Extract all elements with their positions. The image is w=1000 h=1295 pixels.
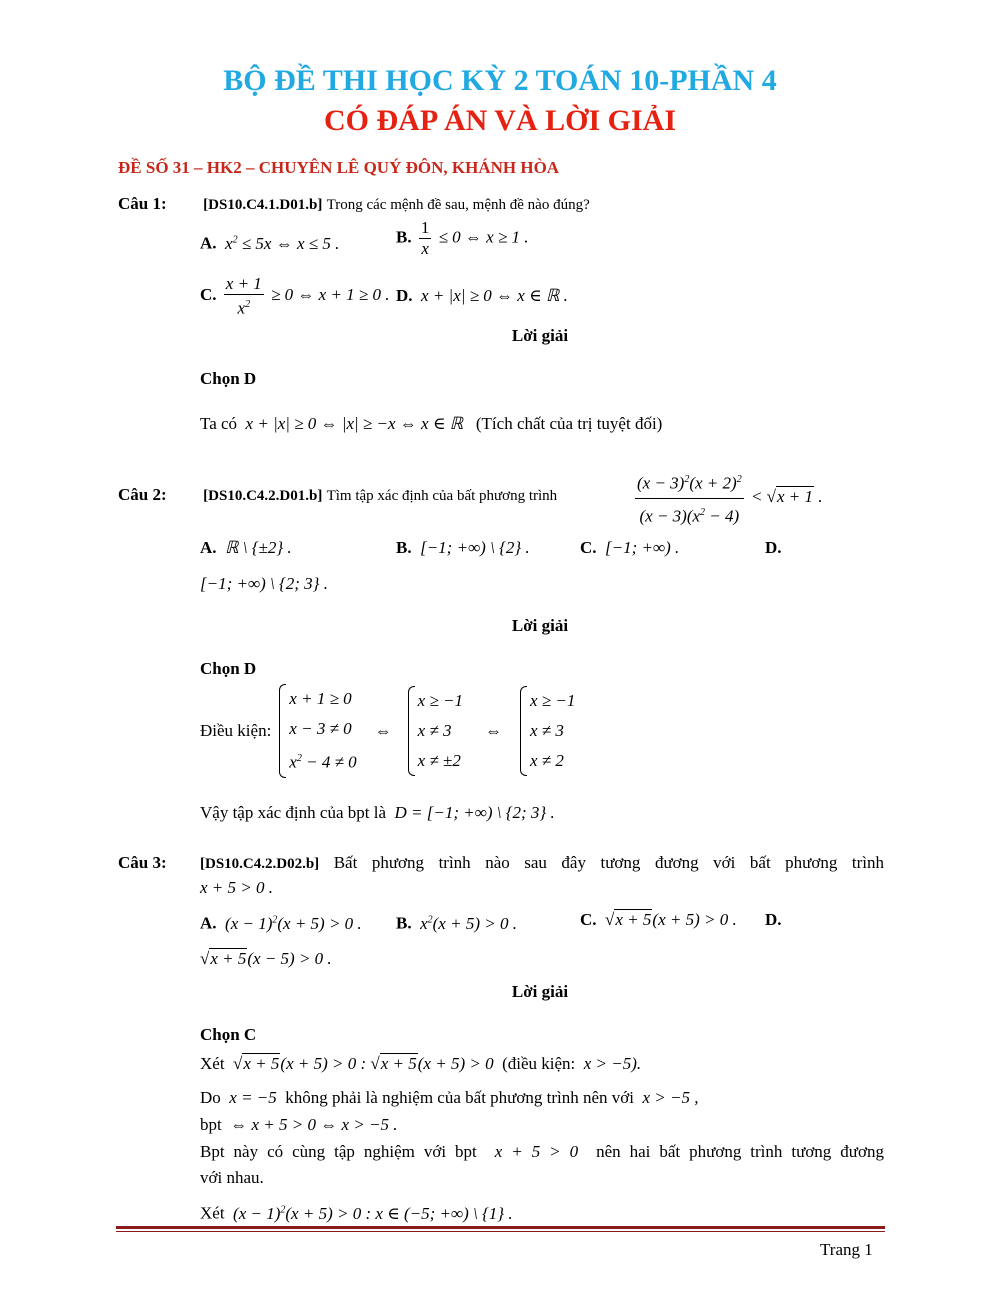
q2-system-1: x + 1 ≥ 0 x − 3 ≠ 0 $x^2 - 4 \ne 0$ xyxy=(277,684,356,778)
q2-option-a-label: A. xyxy=(200,538,217,557)
question-3-label: Câu 3: xyxy=(118,853,167,872)
q3-not-solution-text: không phải là nghiệm của bất phương trình nên với xyxy=(285,1088,634,1107)
q3-option-c-label: C. xyxy=(580,910,597,929)
q2-option-d xyxy=(765,537,782,559)
page-number: Trang 1 xyxy=(820,1240,873,1259)
q2-condition-label: Điều kiện: xyxy=(200,720,272,740)
q1-option-b-label: B. xyxy=(396,227,412,247)
q1-explanation-prefix: Ta có xyxy=(200,414,238,433)
q1-option-a-label: A. xyxy=(200,233,217,253)
q1-answer: Chọn D xyxy=(200,369,257,388)
q3-line-bpt: bpt ⇔ x + 5 > 0 ⇔ x > −5 . xyxy=(200,1115,398,1134)
q2-option-d-value: [−1; +∞) \ {2; 3} . xyxy=(200,574,328,593)
q3-line-xet-2: Xét $(x - 1)^2(x + 5) > 0$ : x ∈ (−5; +∞) \ {1} . xyxy=(200,1203,513,1223)
q2-inequality: $\frac{(x - 3)^2(x + 2)^2}{(x - 3)(x^2 - 4)}$ < √x + 1 . xyxy=(632,466,823,530)
q3-line-do: Do x = −5 không phải là nghiệm của bất phương trình nên với x > −5 , xyxy=(200,1088,699,1107)
q2-option-d-label: D. xyxy=(765,538,782,557)
q1-option-d-label: D. xyxy=(396,286,413,305)
question-2-text: Tìm tập xác định của bất phương trình xyxy=(326,488,558,504)
document-title-line2: CÓ ĐÁP ÁN VÀ LỜI GIẢI xyxy=(324,104,676,137)
question-3-tag: [DS10.C4.2.D02.b] xyxy=(200,856,320,872)
question-1-tag: [DS10.C4.1.D01.b] xyxy=(203,197,323,213)
q3-option-a-label: A. xyxy=(200,913,217,933)
q3-option-a: A. $(x - 1)^2(x + 5) > 0$ . xyxy=(200,913,362,933)
question-2-header xyxy=(118,484,557,507)
question-3-text: Bất phương trình nào sau đây tương đương với bất phương trình xyxy=(333,853,885,872)
q3-solution-heading: Lời giải xyxy=(511,982,569,1001)
exam-subtitle: ĐỀ SỐ 31 – HK2 – CHUYÊN LÊ QUÝ ĐÔN, KHÁNH HÒA xyxy=(118,158,560,177)
q1-explanation: Ta có x + |x| ≥ 0 ⇔ |x| ≥ −x ⇔ x ∈ ℝ (Tích chất của trị tuyệt đối) xyxy=(200,414,663,433)
q1-option-a-math: $x^2 \le 5x$ ⇔ x ≤ 5 . xyxy=(220,233,340,253)
q2-conclusion: Vậy tập xác định của bpt là D = [−1; +∞) \ {2; 3} . xyxy=(200,803,555,822)
q2-solution-heading: Lời giải xyxy=(511,616,569,635)
q1-option-c-fraction: $\frac{x + 1}{x^2}$ xyxy=(225,274,262,318)
q3-condition-note: (điều kiện: xyxy=(502,1054,576,1073)
q3-option-d-label: D. xyxy=(765,910,782,929)
q3-option-b-label: B. xyxy=(396,913,412,933)
question-3-header xyxy=(200,851,884,876)
q3-with-each-other: với nhau. xyxy=(200,1168,264,1187)
q3-option-d xyxy=(765,909,782,931)
question-3-base-inequality: x + 5 > 0 . xyxy=(200,878,273,897)
q1-solution-heading: Lời giải xyxy=(511,326,569,345)
q3-line-xet-1: Xét √x + 5(x + 5) > 0 : √x + 5(x + 5) > 0 (điều kiện: x > −5). xyxy=(200,1054,642,1073)
q2-option-c: C. [−1; +∞) . xyxy=(580,538,680,557)
q3-do-text: Do xyxy=(200,1088,221,1107)
question-2-tag: [DS10.C4.2.D01.b] xyxy=(203,488,323,504)
q2-condition-block: Điều kiện: x + 1 ≥ 0 x − 3 ≠ 0 $x^2 - 4 \ne 0$ ⇔ x ≥ −1 x ≠ 3 x ≠ ±2 ⇔ x ≥ −1 x ≠ 3 x ≠ 2 xyxy=(200,684,583,778)
q3-same-set-text: Bpt này có cùng tập nghiệm với bpt xyxy=(200,1142,477,1161)
question-3-label-row xyxy=(118,852,167,874)
q3-answer: Chọn C xyxy=(200,1025,257,1044)
q3-bpt-label: bpt xyxy=(200,1115,222,1134)
q3-option-d-value: √x + 5(x − 5) > 0 . xyxy=(200,949,332,968)
q1-option-c-label: C. xyxy=(200,285,217,305)
q3-equivalent-text: nên hai bất phương trình tương đương xyxy=(596,1142,884,1161)
q2-option-a: A. ℝ \ {±2} . xyxy=(200,538,292,557)
q2-option-b-label: B. xyxy=(396,538,412,557)
q1-option-a xyxy=(200,229,339,255)
question-1-text: Trong các mệnh đề sau, mệnh đề nào đúng? xyxy=(326,197,590,213)
q3-xet-2: Xét xyxy=(200,1203,225,1223)
q2-conclusion-text: Vậy tập xác định của bpt là xyxy=(200,803,386,822)
question-1-label: Câu 1: xyxy=(118,194,167,213)
q2-option-b: B. [−1; +∞) \ {2} . xyxy=(396,538,530,557)
q2-system-3: x ≥ −1 x ≠ 3 x ≠ 2 xyxy=(518,686,575,776)
q1-option-d: D. x + |x| ≥ 0 ⇔ x ∈ ℝ . xyxy=(396,286,568,305)
q2-inequality-fraction: $\frac{(x - 3)^2(x + 2)^2}{(x - 3)(x^2 - 4)}$ xyxy=(635,466,744,530)
document-title-line1: BỘ ĐỀ THI HỌC KỲ 2 TOÁN 10-PHẦN 4 xyxy=(223,64,777,97)
q3-xet-1: Xét xyxy=(200,1054,225,1073)
q3-option-b: B. $x^2(x + 5) > 0$ . xyxy=(396,913,517,933)
q1-option-b-fraction: $\frac{1}{x}$ xyxy=(420,218,430,258)
q3-option-c: C. √x + 5(x + 5) > 0 . xyxy=(580,910,737,929)
q2-system-2: x ≥ −1 x ≠ 3 x ≠ ±2 xyxy=(406,686,463,776)
question-1-header xyxy=(118,193,590,216)
q1-option-b: B. $\frac{1}{x}$ ≤ 0 ⇔ x ≥ 1 . xyxy=(396,218,529,258)
q2-option-c-label: C. xyxy=(580,538,597,557)
q1-explanation-note: (Tích chất của trị tuyệt đối) xyxy=(475,414,663,433)
footer-rule-thin xyxy=(116,1231,885,1232)
q3-line-same-set: Bpt này có cùng tập nghiệm với bpt x + 5 > 0 nên hai bất phương trình tương đương xyxy=(200,1142,884,1161)
question-2-label: Câu 2: xyxy=(118,485,167,504)
q1-option-c: C. $\frac{x + 1}{x^2}$ ≥ 0 ⇔ x + 1 ≥ 0 . xyxy=(200,274,390,318)
q2-answer: Chọn D xyxy=(200,659,257,678)
footer-rule-thick xyxy=(116,1226,885,1229)
